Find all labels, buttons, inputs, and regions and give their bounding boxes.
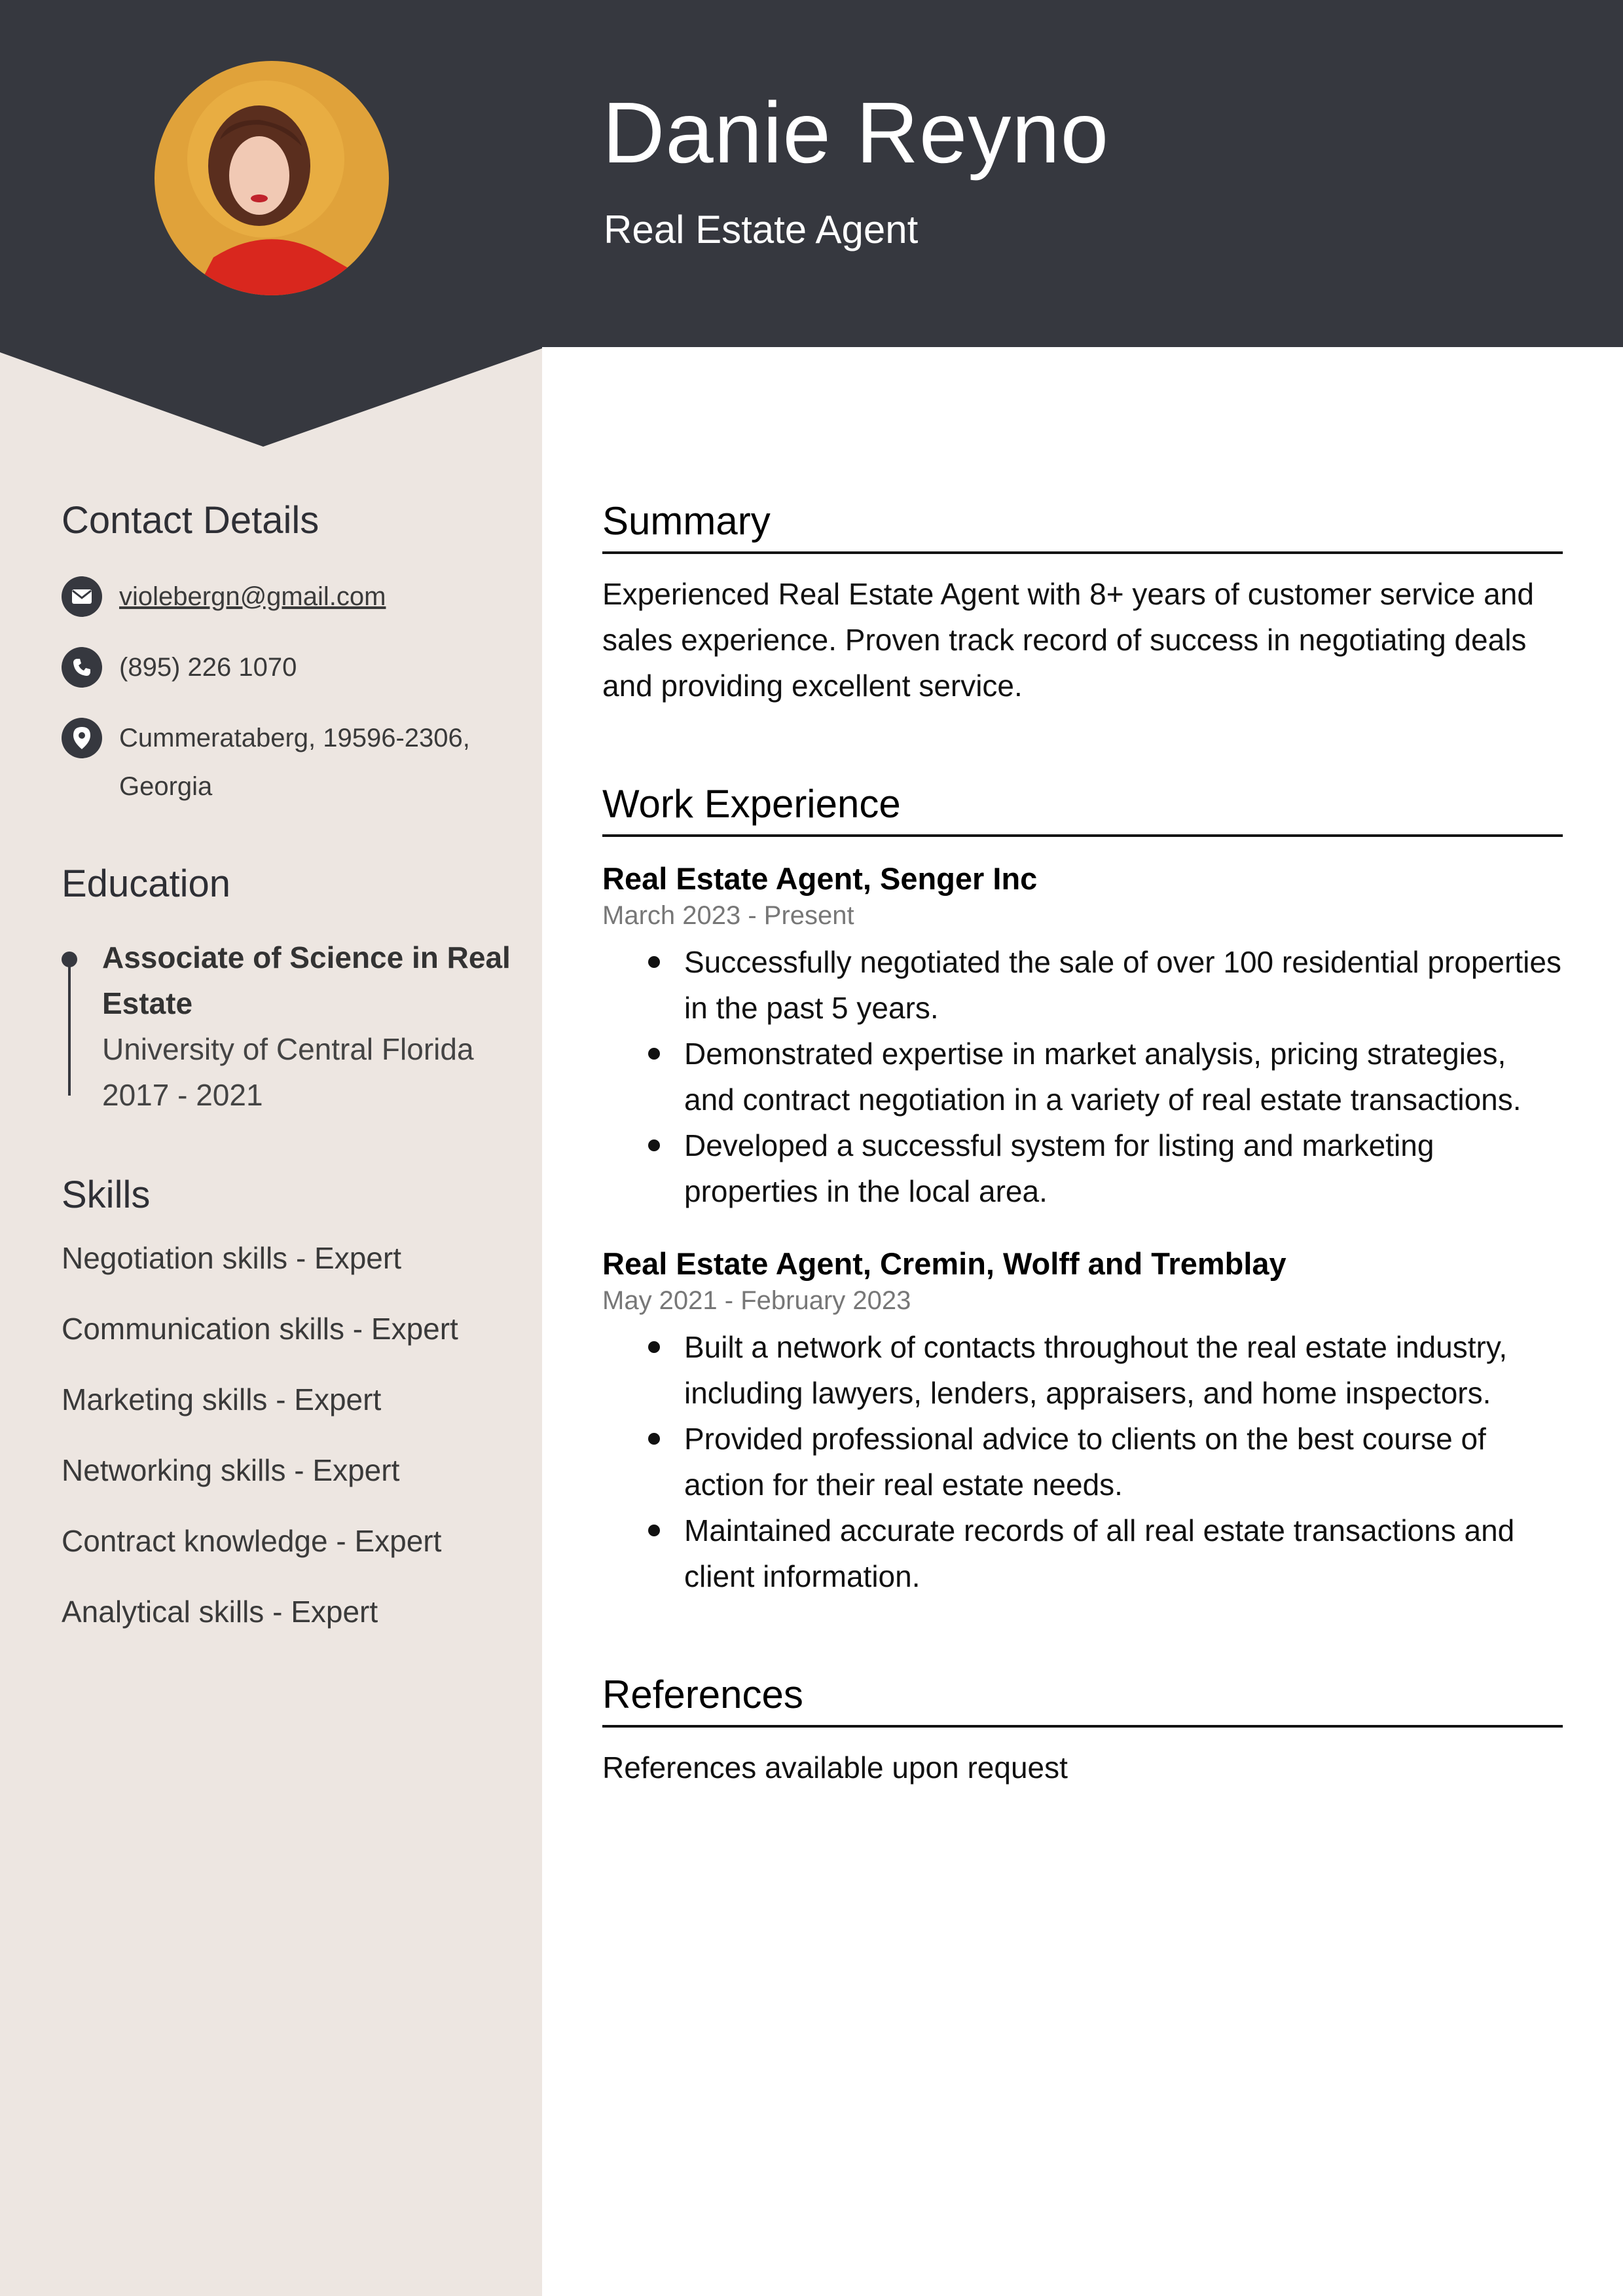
- phone-icon: [62, 647, 102, 688]
- envelope-icon: [62, 576, 102, 617]
- job-bullet: [602, 1416, 1563, 1508]
- bullet-line: client information.: [684, 1559, 921, 1593]
- job-bullet: [602, 1324, 1563, 1416]
- skill-list: [62, 1242, 520, 1666]
- degree-line-1: Associate of Science in Real: [102, 940, 511, 974]
- main-column: [602, 498, 1563, 1790]
- candidate-name: Danie Reyno: [602, 84, 1110, 181]
- bullet-line: properties in the local area.: [684, 1174, 1048, 1208]
- bullet-line: and contract negotiation in a variety of real estate transactions.: [684, 1083, 1522, 1117]
- timeline-line: [68, 966, 71, 1096]
- skill-item: Analytical skills - Expert: [62, 1594, 378, 1629]
- skill-item: Marketing skills - Expert: [62, 1382, 382, 1416]
- bullet-line: Successfully negotiated the sale of over 100 residential properties: [684, 945, 1561, 979]
- skills-section: [62, 1172, 520, 1666]
- bullet-line: in the past 5 years.: [684, 991, 939, 1025]
- location-pin-icon: [62, 718, 102, 758]
- contact-address: [119, 714, 470, 811]
- bullet-line: Maintained accurate records of all real estate transactions and: [684, 1513, 1515, 1547]
- job-dates: May 2021 - February 2023: [602, 1286, 911, 1315]
- education-heading: Education: [62, 862, 230, 905]
- contact-address-row: [62, 718, 520, 811]
- job-bullets: [602, 939, 1563, 1214]
- skill-item: Communication skills - Expert: [62, 1311, 458, 1346]
- references-text: References available upon request: [602, 1750, 1068, 1785]
- work-experience-section: [602, 781, 1563, 1599]
- bullet-line: Demonstrated expertise in market analysis, pricing strategies,: [684, 1037, 1506, 1071]
- job-bullet: [602, 1508, 1563, 1599]
- job-title: Real Estate Agent, Cremin, Wolff and Tremblay: [602, 1246, 1286, 1281]
- summary-heading: Summary: [602, 498, 1563, 554]
- contact-list: [62, 576, 520, 811]
- job-bullets: [602, 1324, 1563, 1599]
- bullet-line: Built a network of contacts throughout the real estate industry,: [684, 1330, 1508, 1364]
- contact-section: [62, 498, 520, 837]
- job-bullet: [602, 1122, 1563, 1214]
- skill-item: Negotiation skills - Expert: [62, 1240, 401, 1275]
- contact-heading: Contact Details: [62, 499, 319, 542]
- education-school: University of Central Florida: [102, 1031, 474, 1066]
- header-chevron: [0, 346, 542, 448]
- bullet-line: including lawyers, lenders, appraisers, and home inspectors.: [684, 1376, 1491, 1410]
- contact-phone-row: [62, 647, 520, 692]
- summary-section: [602, 498, 1563, 709]
- contact-email[interactable]: violebergn@gmail.com: [119, 582, 386, 611]
- summary-line: Experienced Real Estate Agent with 8+ years of customer service and: [602, 577, 1534, 611]
- education-section: [62, 861, 520, 1118]
- summary-text: [602, 571, 1563, 709]
- education-degree: [102, 935, 520, 1026]
- avatar: [155, 61, 389, 295]
- references-section: [602, 1671, 1563, 1790]
- job-title: Real Estate Agent, Senger Inc: [602, 861, 1038, 896]
- bullet-line: Developed a successful system for listing and marketing: [684, 1128, 1434, 1162]
- job-entry: [602, 1244, 1563, 1599]
- summary-line: and providing excellent service.: [602, 669, 1023, 703]
- skill-item: Networking skills - Expert: [62, 1453, 400, 1487]
- job-bullet: [602, 939, 1563, 1031]
- address-line-2: Georgia: [119, 771, 213, 801]
- contact-email-row: [62, 576, 520, 621]
- job-entry: [602, 859, 1563, 1214]
- skills-heading: Skills: [62, 1174, 151, 1216]
- skill-item: Contract knowledge - Expert: [62, 1523, 442, 1558]
- timeline-dot: [62, 952, 77, 967]
- references-heading: References: [602, 1671, 1563, 1728]
- summary-line: sales experience. Proven track record of success in negotiating deals: [602, 623, 1527, 657]
- contact-phone: (895) 226 1070: [119, 652, 297, 682]
- education-years: 2017 - 2021: [102, 1077, 263, 1112]
- candidate-title: Real Estate Agent: [604, 208, 919, 251]
- education-item: [62, 935, 520, 1118]
- bullet-line: action for their real estate needs.: [684, 1468, 1123, 1502]
- job-dates: March 2023 - Present: [602, 901, 854, 930]
- address-line-1: Cummerataberg, 19596-2306,: [119, 723, 470, 752]
- degree-line-2: Estate: [102, 986, 193, 1020]
- bullet-line: Provided professional advice to clients on the best course of: [684, 1422, 1486, 1456]
- job-bullet: [602, 1031, 1563, 1122]
- work-experience-heading: Work Experience: [602, 781, 1563, 837]
